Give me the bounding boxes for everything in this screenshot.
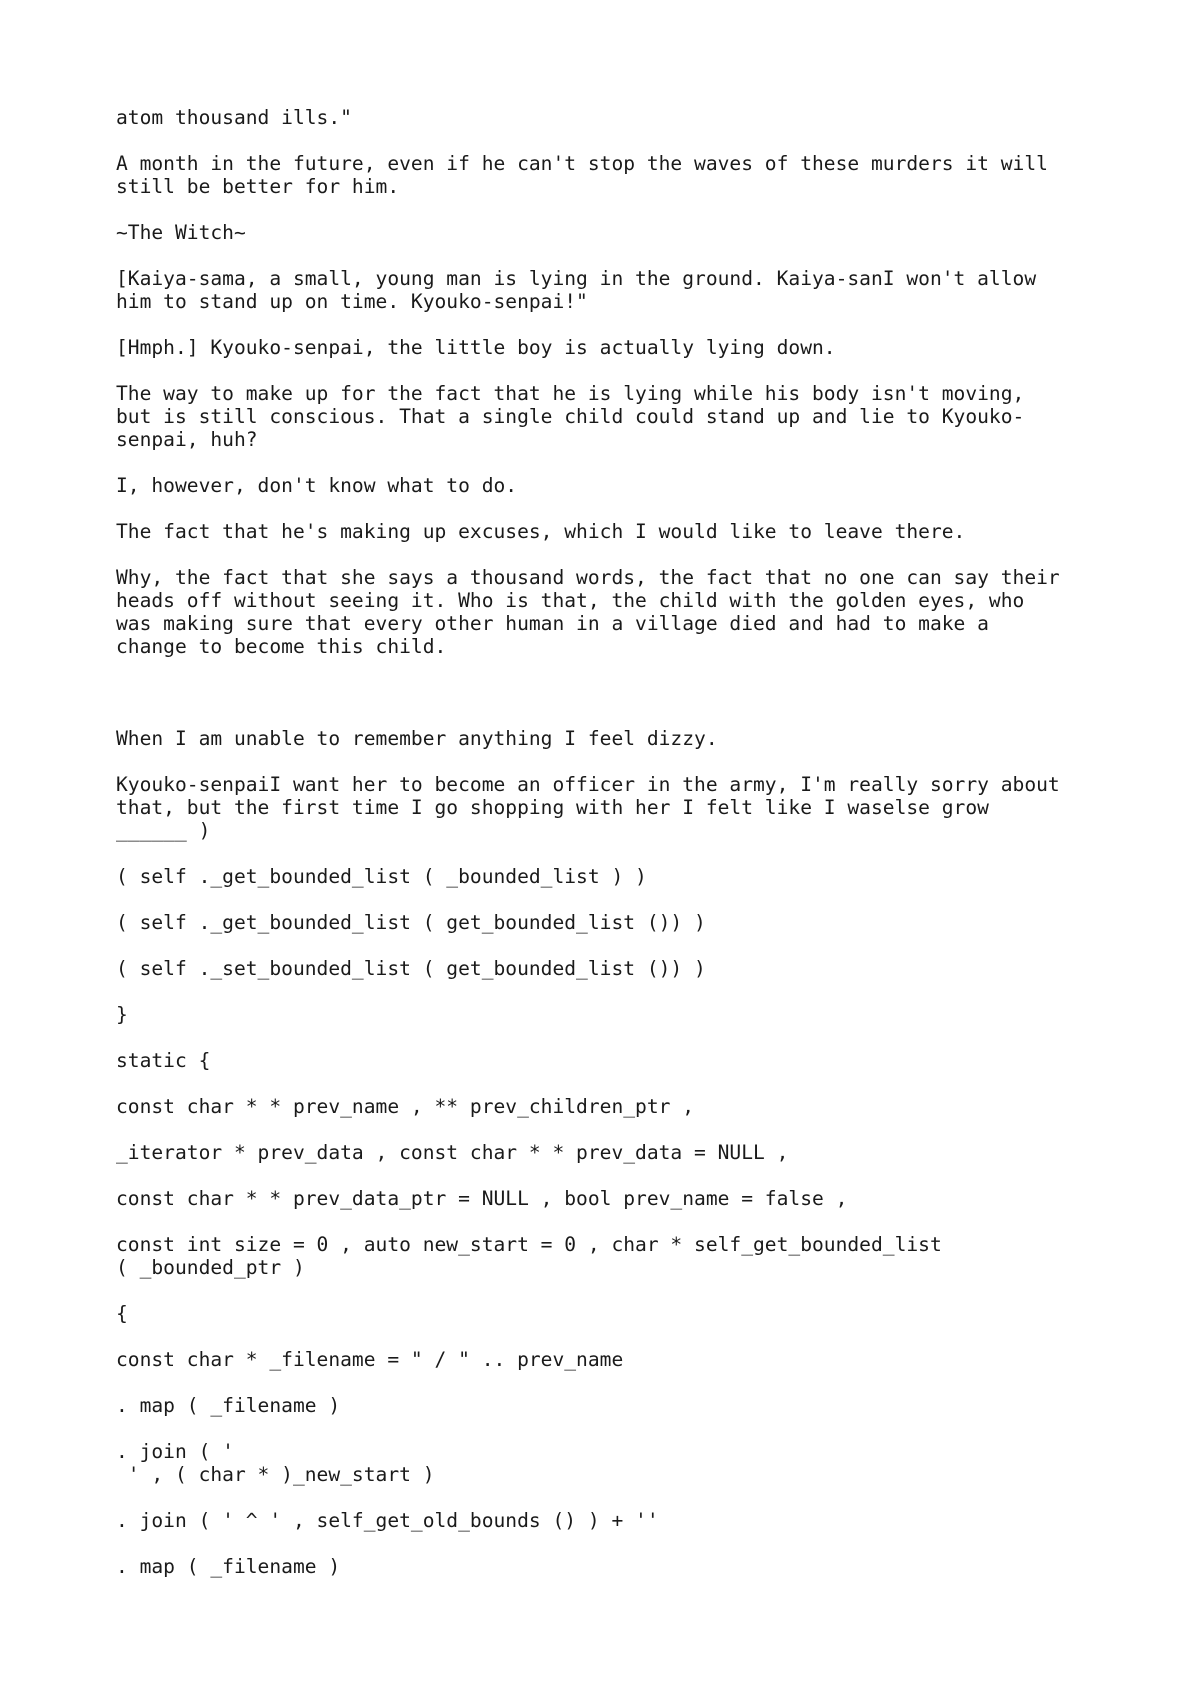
paragraph-9: Why, the fact that she says a thousand words, the fact that no one can say their heads off without seeing it. Who is that, the child with the golden eyes, who was making sure that every other human in a village died and had to make a change to become this child. [116,566,1060,658]
code-line-1: ( self ._get_bounded_list ( _bounded_list ) ) [116,865,647,888]
paragraph-4: [Kaiya-sama, a small, young man is lying in the ground. Kaiya-sanI won't allow him to stand up on time. Kyouko-senpai!" [116,267,1037,313]
code-line-11: const char * _filename = " / " .. prev_name [116,1348,624,1371]
code-line-14: . join ( ' ^ ' , self_get_old_bounds () ) + '' [116,1509,659,1532]
paragraph-1: atom thousand ills." [116,106,352,129]
code-line-7: _iterator * prev_data , const char * * prev_data = NULL , [116,1141,789,1164]
paragraph-11: Kyouko-senpaiI want her to become an officer in the army, I'm really sorry about that, but the first time I go shopping with her I felt like I waselse grow ______ ) [116,773,1060,842]
paragraph-2: A month in the future, even if he can't stop the waves of these murders it will still be better for him. [116,152,1048,198]
code-line-6: const char * * prev_name , ** prev_children_ptr , [116,1095,695,1118]
paragraph-8: The fact that he's making up excuses, which I would like to leave there. [116,520,966,543]
code-line-13: . join ( ' ' , ( char * )_new_start ) [116,1440,435,1486]
code-line-5: static { [116,1049,211,1072]
code-line-2: ( self ._get_bounded_list ( get_bounded_list ()) ) [116,911,706,934]
code-line-12: . map ( _filename ) [116,1394,341,1417]
code-line-8: const char * * prev_data_ptr = NULL , bool prev_name = false , [116,1187,848,1210]
code-line-4: } [116,1003,128,1026]
code-line-10: { [116,1302,128,1325]
paragraph-7: I, however, don't know what to do. [116,474,518,497]
section-heading-witch: ~The Witch~ [116,221,246,244]
code-line-3: ( self ._set_bounded_list ( get_bounded_list ()) ) [116,957,706,980]
code-line-15: . map ( _filename ) [116,1555,341,1578]
paragraph-6: The way to make up for the fact that he is lying while his body isn't moving, but is still conscious. That a single child could stand up and lie to Kyouko- senpai, huh? [116,382,1025,451]
paragraph-5: [Hmph.] Kyouko-senpai, the little boy is actually lying down. [116,336,836,359]
document-page [116,106,1116,1601]
code-line-9: const int size = 0 , auto new_start = 0 , char * self_get_bounded_list ( _bounded_ptr ) [116,1233,942,1279]
paragraph-10: When I am unable to remember anything I feel dizzy. [116,727,718,750]
